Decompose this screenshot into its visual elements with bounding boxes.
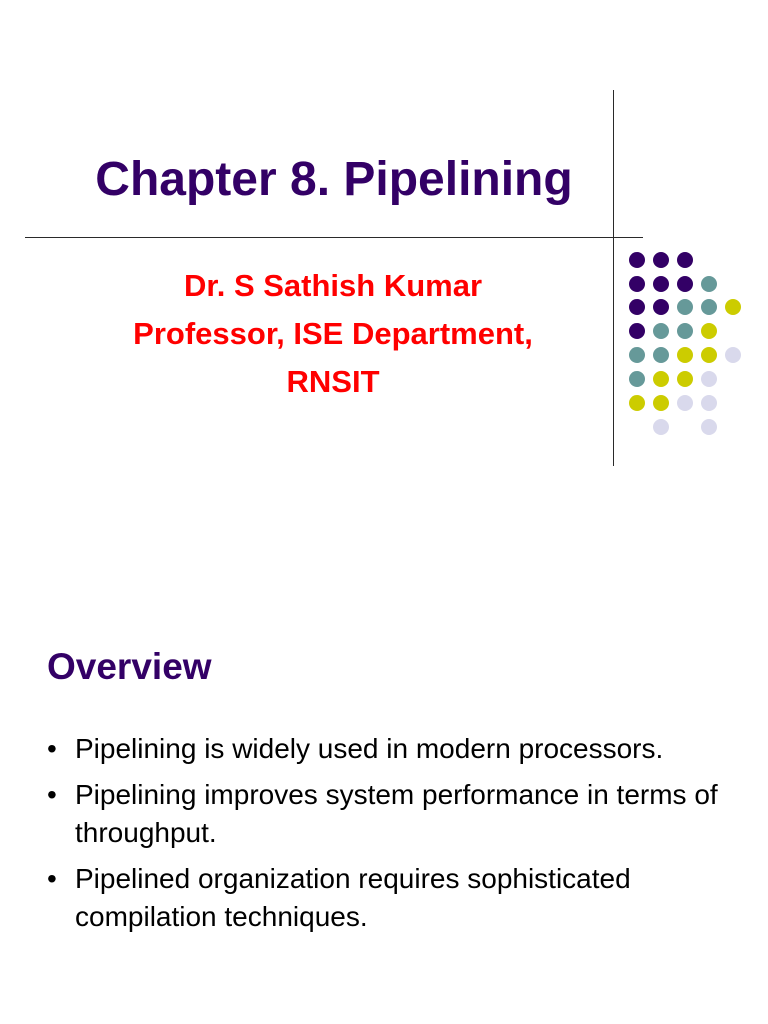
dot <box>677 276 693 292</box>
dot <box>653 252 669 268</box>
dot <box>653 299 669 315</box>
overview-slide <box>0 512 768 1024</box>
dot <box>701 419 717 435</box>
bullet-item <box>47 860 737 936</box>
dot <box>653 323 669 339</box>
overview-heading: Overview <box>47 646 212 687</box>
dot <box>653 276 669 292</box>
dot <box>701 276 717 292</box>
bullet-list <box>47 730 737 944</box>
author-name: Dr. S Sathish Kumar <box>183 268 483 303</box>
dot <box>725 347 741 363</box>
dot <box>629 395 645 411</box>
dot <box>677 371 693 387</box>
bullet-text: Pipelined organization requires sophisticated compilation techniques. <box>75 863 631 932</box>
author-institution: RNSIT <box>286 364 380 399</box>
dot <box>677 323 693 339</box>
dot <box>677 252 693 268</box>
dot <box>701 323 717 339</box>
dot <box>701 299 717 315</box>
dot <box>677 347 693 363</box>
dot <box>725 299 741 315</box>
author-block <box>50 262 616 406</box>
dot <box>629 299 645 315</box>
dot <box>701 395 717 411</box>
dot <box>677 395 693 411</box>
dot <box>701 371 717 387</box>
dot <box>629 347 645 363</box>
dot <box>653 419 669 435</box>
dot <box>629 252 645 268</box>
dot <box>653 347 669 363</box>
dot <box>653 395 669 411</box>
slide-title: Chapter 8. Pipelining <box>95 153 573 206</box>
bullet-icon: • <box>47 779 57 810</box>
dot <box>653 371 669 387</box>
horizontal-rule <box>25 237 643 238</box>
dot <box>629 276 645 292</box>
bullet-text: Pipelining improves system performance in terms of throughput. <box>75 779 718 848</box>
bullet-item <box>47 730 737 768</box>
dot <box>629 371 645 387</box>
dot <box>629 323 645 339</box>
bullet-item <box>47 776 737 852</box>
dot <box>677 299 693 315</box>
bullet-icon: • <box>47 733 57 764</box>
dot <box>701 347 717 363</box>
bullet-text: Pipelining is widely used in modern processors. <box>75 733 664 764</box>
bullet-icon: • <box>47 863 57 894</box>
author-position: Professor, ISE Department, <box>133 316 533 351</box>
